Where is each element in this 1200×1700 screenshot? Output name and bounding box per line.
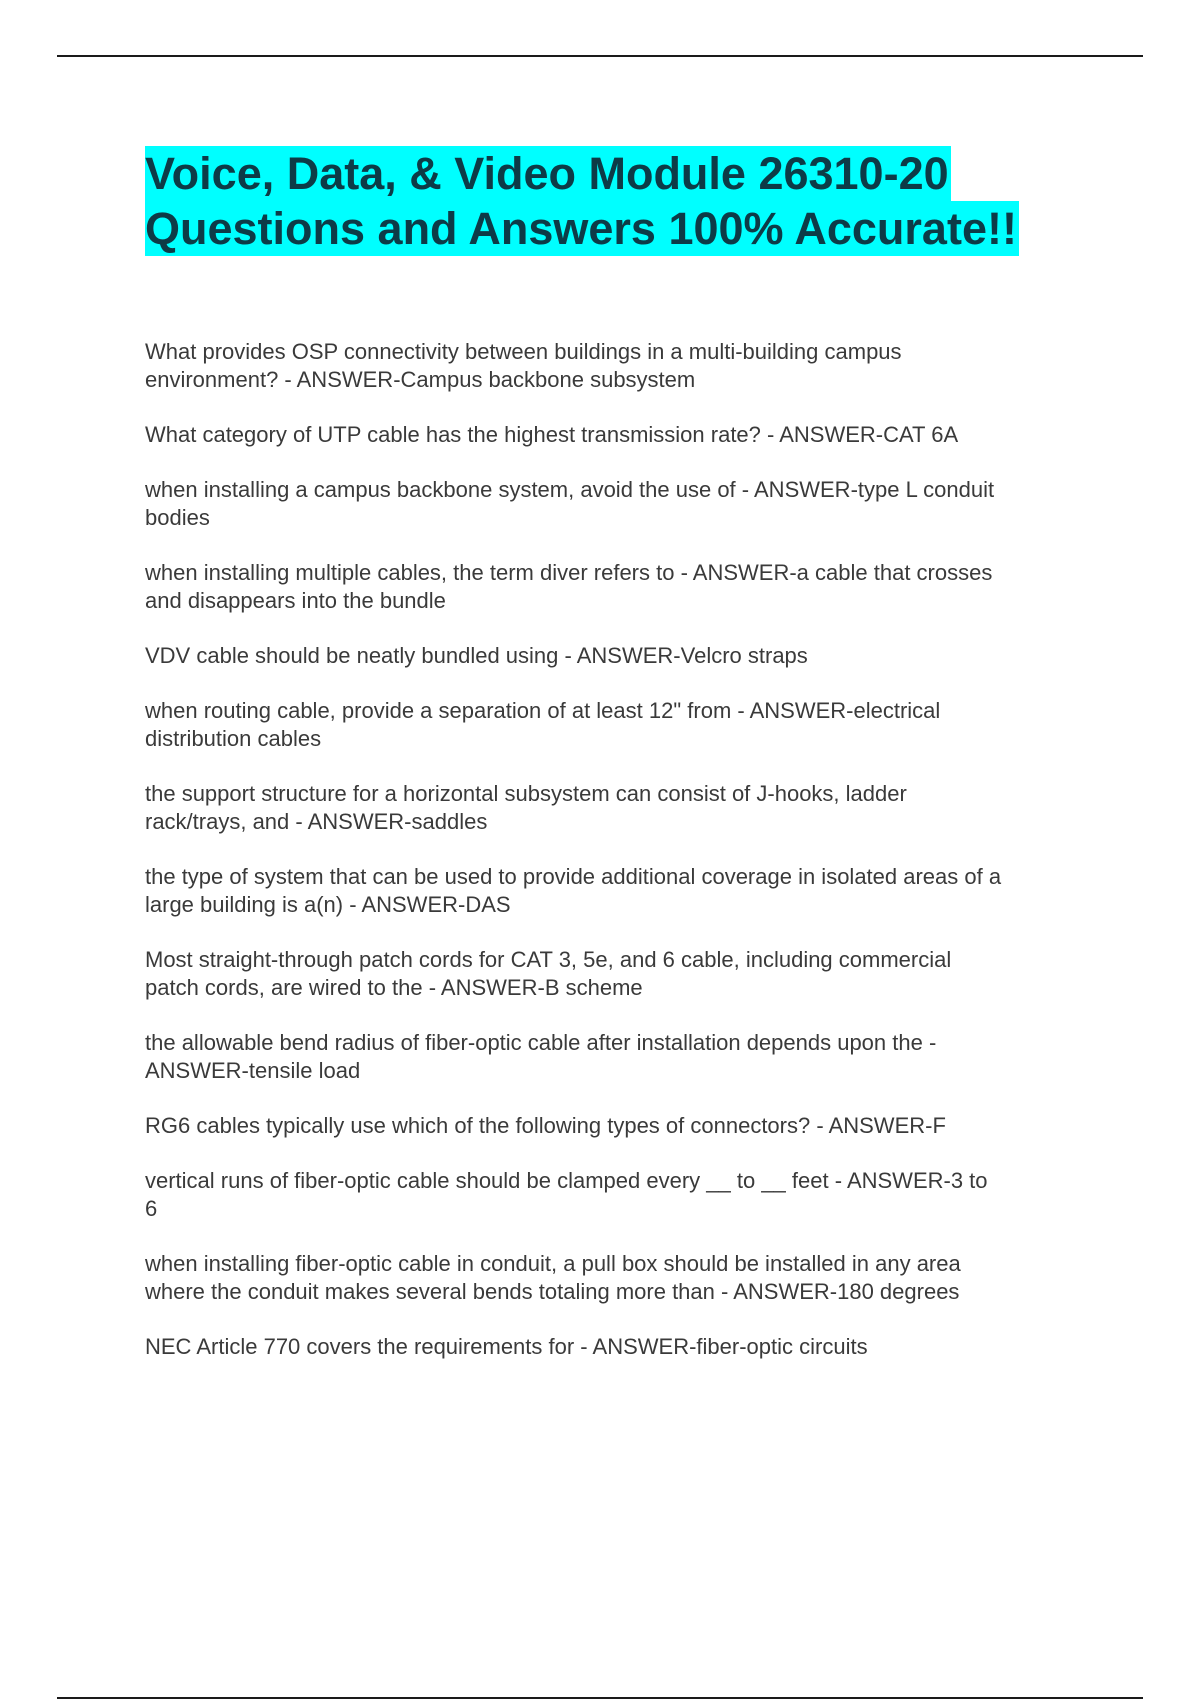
qa-line: What category of UTP cable has the highest transmission rate? - ANSWER-CAT 6A (145, 422, 959, 447)
qa-item (145, 1167, 1090, 1223)
qa-line: distribution cables (145, 726, 322, 751)
qa-line: What provides OSP connectivity between buildings in a multi-building campus (145, 339, 902, 364)
qa-line: and disappears into the bundle (145, 588, 446, 613)
qa-line: 6 (145, 1196, 158, 1221)
qa-line: large building is a(n) - ANSWER-DAS (145, 892, 511, 917)
qa-item (145, 946, 1090, 1002)
title-line-1: Voice, Data, & Video Module 26310-20 (145, 148, 949, 199)
document-title (145, 146, 1085, 256)
qa-item (145, 559, 1090, 615)
qa-line: Most straight-through patch cords for CAT 3, 5e, and 6 cable, including commercial (145, 947, 952, 972)
bottom-rule (57, 1697, 1143, 1699)
qa-item (145, 421, 1090, 449)
qa-line: environment? - ANSWER-Campus backbone subsystem (145, 367, 696, 392)
qa-line: when routing cable, provide a separation of at least 12" from - ANSWER-electrical (145, 698, 941, 723)
qa-line: when installing fiber-optic cable in conduit, a pull box should be installed in any area (145, 1251, 961, 1276)
qa-line: rack/trays, and - ANSWER-saddles (145, 809, 488, 834)
qa-line: vertical runs of fiber-optic cable should be clamped every __ to __ feet - ANSWER-3 to (145, 1168, 988, 1193)
qa-item (145, 780, 1090, 836)
qa-item (145, 642, 1090, 670)
top-rule (57, 55, 1143, 57)
qa-item (145, 338, 1090, 394)
qa-line: where the conduit makes several bends totaling more than - ANSWER-180 degrees (145, 1279, 960, 1304)
qa-line: the allowable bend radius of fiber-optic cable after installation depends upon the - (145, 1030, 937, 1055)
qa-line: NEC Article 770 covers the requirements for - ANSWER-fiber-optic circuits (145, 1334, 868, 1359)
qa-line: VDV cable should be neatly bundled using - ANSWER-Velcro straps (145, 643, 808, 668)
qa-line: when installing multiple cables, the term diver refers to - ANSWER-a cable that crosses (145, 560, 993, 585)
qa-line: the type of system that can be used to provide additional coverage in isolated areas of a (145, 864, 1002, 889)
qa-item (145, 1333, 1090, 1361)
qa-item (145, 1112, 1090, 1140)
qa-item (145, 1250, 1090, 1306)
qa-item (145, 863, 1090, 919)
qa-item (145, 1029, 1090, 1085)
qa-line: the support structure for a horizontal subsystem can consist of J-hooks, ladder (145, 781, 907, 806)
qa-item (145, 476, 1090, 532)
title-line-2: Questions and Answers 100% Accurate!! (145, 203, 1017, 254)
qa-line: patch cords, are wired to the - ANSWER-B scheme (145, 975, 643, 1000)
qa-line: RG6 cables typically use which of the following types of connectors? - ANSWER-F (145, 1113, 946, 1138)
qa-item (145, 697, 1090, 753)
qa-line: when installing a campus backbone system, avoid the use of - ANSWER-type L conduit (145, 477, 995, 502)
qa-list (145, 338, 1090, 1388)
qa-line: bodies (145, 505, 210, 530)
qa-line: ANSWER-tensile load (145, 1058, 361, 1083)
